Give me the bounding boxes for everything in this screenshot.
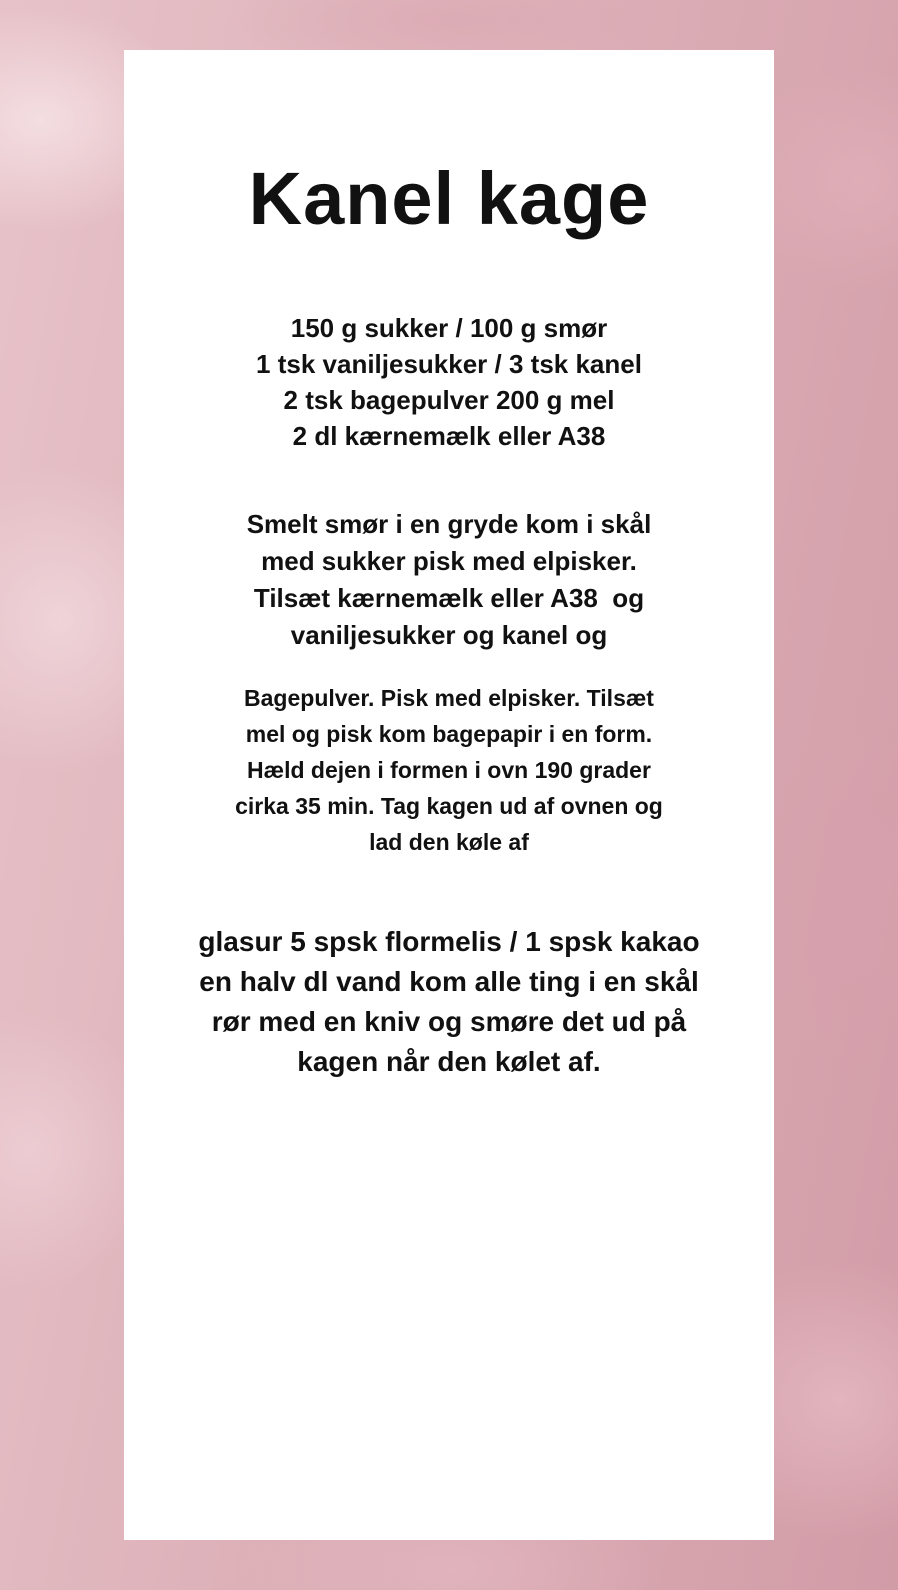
instruction-line: Bagepulver. Pisk med elpisker. Tilsæt bbox=[244, 685, 654, 711]
glaze-instructions bbox=[124, 922, 774, 1082]
instruction-line: vaniljesukker og kanel og bbox=[290, 620, 608, 650]
instruction-line: Hæld dejen i formen i ovn 190 grader bbox=[247, 757, 651, 783]
recipe-card bbox=[124, 50, 774, 1540]
glaze-line: kagen når den kølet af. bbox=[297, 1046, 601, 1077]
instruction-line: mel og pisk kom bagepapir i en form. bbox=[245, 721, 653, 747]
ingredient-line: 1 tsk vaniljesukker / 3 tsk kanel bbox=[256, 349, 642, 379]
instructions-step-2 bbox=[124, 680, 774, 860]
glaze-line: en halv dl vand kom alle ting i en skål bbox=[199, 966, 699, 997]
instruction-line: Tilsæt kærnemælk eller A38 og bbox=[253, 583, 645, 613]
ingredient-line: 2 dl kærnemælk eller A38 bbox=[292, 421, 606, 451]
instructions-step-1 bbox=[124, 506, 774, 654]
instruction-line: med sukker pisk med elpisker. bbox=[261, 546, 637, 576]
instruction-line: cirka 35 min. Tag kagen ud af ovnen og bbox=[235, 793, 663, 819]
instruction-line: Smelt smør i en gryde kom i skål bbox=[246, 509, 652, 539]
instruction-line: lad den køle af bbox=[369, 829, 529, 855]
ingredients-list bbox=[124, 310, 774, 454]
glaze-line: rør med en kniv og smøre det ud på bbox=[211, 1006, 687, 1037]
ingredient-line: 2 tsk bagepulver 200 g mel bbox=[283, 385, 615, 415]
ingredient-line: 150 g sukker / 100 g smør bbox=[290, 313, 608, 343]
glaze-line: glasur 5 spsk flormelis / 1 spsk kakao bbox=[198, 926, 700, 957]
recipe-title: Kanel kage bbox=[248, 157, 650, 240]
